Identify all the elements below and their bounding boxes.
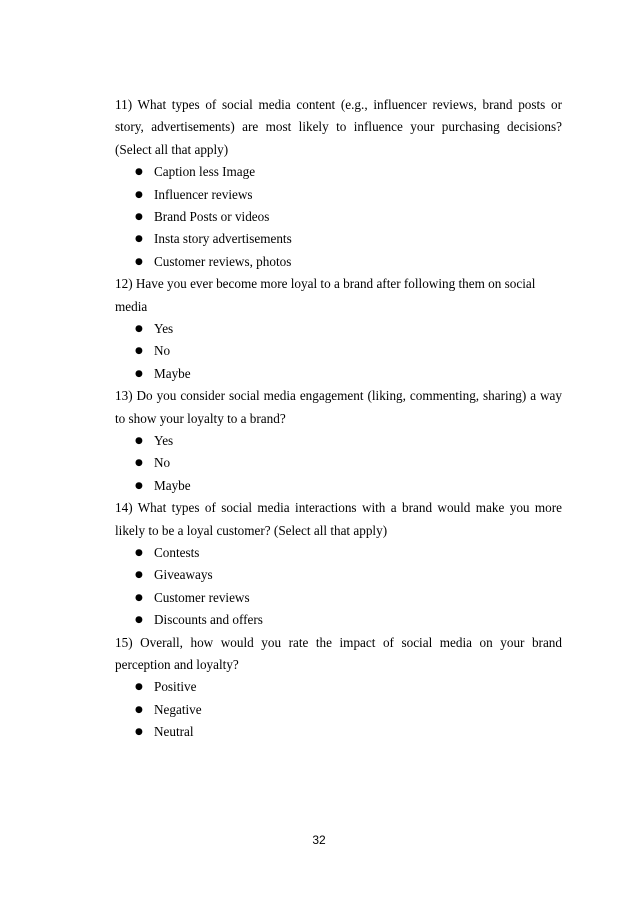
bullet-icon: ● — [135, 592, 143, 603]
option-item — [115, 564, 562, 586]
options-list — [115, 430, 562, 497]
option-label: Maybe — [154, 365, 191, 381]
bullet-icon: ● — [135, 346, 143, 357]
bullet-icon: ● — [135, 615, 143, 626]
option-item — [115, 676, 562, 698]
option-item — [115, 430, 562, 452]
option-item — [115, 609, 562, 631]
option-item — [115, 475, 562, 497]
question-block-11 — [115, 94, 562, 273]
option-label: Yes — [154, 432, 174, 448]
question-14: 14) What types of social media interactions with a brand would make you more likely to be a loyal customer? (Select all that apply) — [115, 500, 562, 538]
option-item — [115, 228, 562, 250]
options-list — [115, 318, 562, 385]
option-item — [115, 340, 562, 362]
question-12: 12) Have you ever become more loyal to a brand after following them on social media — [115, 276, 536, 314]
option-label: Positive — [154, 679, 197, 695]
option-label: Neutral — [154, 724, 194, 740]
bullet-icon: ● — [135, 435, 143, 446]
bullet-icon: ● — [135, 256, 143, 267]
bullet-icon: ● — [135, 727, 143, 738]
option-label: Customer reviews — [154, 589, 250, 605]
option-item — [115, 699, 562, 721]
option-label: Caption less Image — [154, 164, 256, 180]
option-item — [115, 318, 562, 340]
option-item — [115, 542, 562, 564]
option-label: Customer reviews, photos — [154, 253, 292, 269]
option-label: Giveaways — [154, 567, 213, 583]
bullet-icon: ● — [135, 458, 143, 469]
option-item — [115, 452, 562, 474]
option-label: Contests — [154, 544, 200, 560]
question-block-15 — [115, 632, 562, 744]
option-item — [115, 587, 562, 609]
option-label: Influencer reviews — [154, 186, 253, 202]
question-block-14 — [115, 497, 562, 631]
bullet-icon: ● — [135, 189, 143, 200]
option-label: Discounts and offers — [154, 612, 263, 628]
option-item — [115, 206, 562, 228]
question-11: 11) What types of social media content (e.g., influencer reviews, brand posts or story, advertisements) are most likely to influence your purchasing decisions? (Select all that apply) — [115, 97, 562, 157]
options-list — [115, 161, 562, 273]
question-13: 13) Do you consider social media engagement (liking, commenting, sharing) a way to show your loyalty to a brand? — [115, 388, 562, 426]
question-15: 15) Overall, how would you rate the impact of social media on your brand perception and loyalty? — [115, 634, 562, 672]
option-label: Negative — [154, 701, 202, 717]
option-item — [115, 363, 562, 385]
option-label: Maybe — [154, 477, 191, 493]
option-label: No — [154, 343, 171, 359]
bullet-icon: ● — [135, 704, 143, 715]
option-label: No — [154, 455, 171, 471]
options-list — [115, 542, 562, 632]
option-label: Insta story advertisements — [154, 231, 292, 247]
question-block-12 — [115, 273, 562, 385]
bullet-icon: ● — [135, 212, 143, 222]
option-item — [115, 161, 562, 183]
options-list — [115, 676, 562, 743]
option-item — [115, 184, 562, 206]
bullet-icon: ● — [135, 682, 143, 693]
option-label: Yes — [154, 320, 174, 336]
question-block-13 — [115, 385, 562, 497]
option-item — [115, 721, 562, 743]
bullet-icon: ● — [135, 547, 143, 558]
bullet-icon: ● — [135, 323, 143, 334]
page-number: 32 — [312, 833, 326, 847]
option-label: Brand Posts or videos — [154, 209, 270, 224]
questionnaire — [115, 94, 562, 744]
bullet-icon: ● — [135, 570, 143, 581]
bullet-icon: ● — [135, 234, 143, 245]
bullet-icon: ● — [135, 167, 143, 178]
bullet-icon: ● — [135, 480, 143, 491]
option-item — [115, 251, 562, 273]
bullet-icon: ● — [135, 368, 143, 379]
